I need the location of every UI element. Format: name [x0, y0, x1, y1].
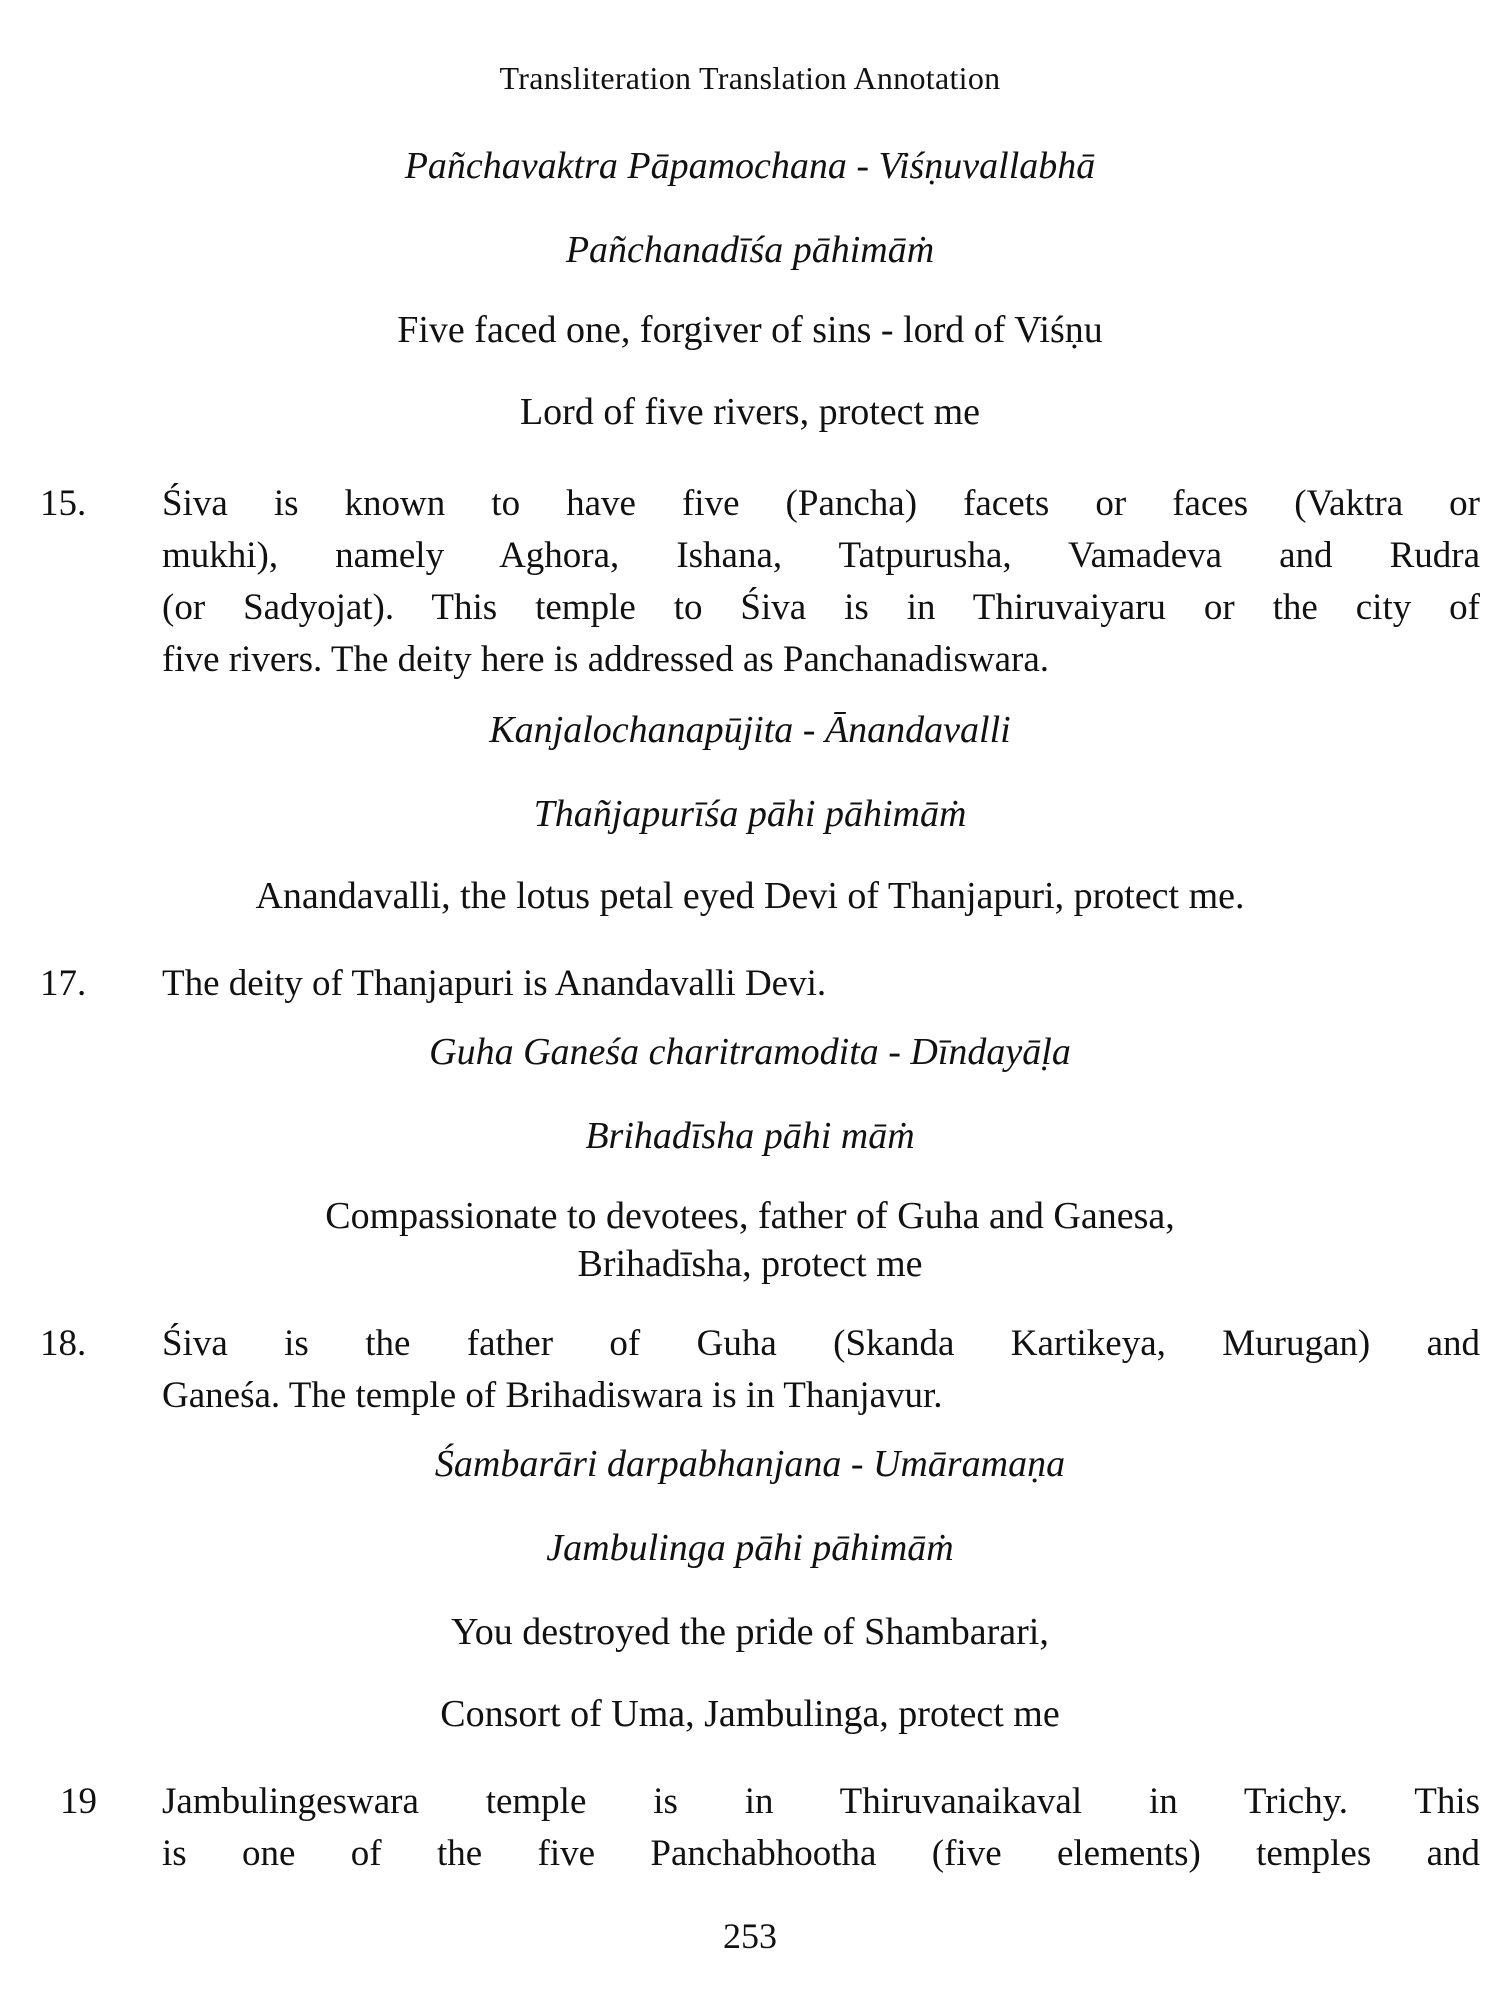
annotation-number: 18.: [40, 1323, 87, 1364]
verse-line: Thañjapurīśa pāhi pāhimāṁ: [533, 793, 967, 835]
annotation-15: [40, 478, 1480, 688]
verse-line: Kanjalochanapūjita - Ānandavalli: [489, 709, 1011, 751]
annotation-number: 15.: [40, 483, 87, 524]
verse-line: Śambarāri darpabhanjana - Umāramaṇa: [434, 1443, 1066, 1485]
verse-line: Pañchavaktra Pāpamochana - Viśṇuvallabhā: [404, 145, 1096, 187]
annotation-text: [162, 1776, 1480, 1880]
translation-line: Lord of five rivers, protect me: [519, 391, 981, 433]
annotation-line: The deity of Thanjapuri is Anandavalli Devi.: [162, 963, 827, 1004]
page-number: 253: [723, 1916, 777, 1956]
translation-line: Five faced one, forgiver of sins - lord of Viśṇu: [397, 309, 1103, 351]
translation-line: Anandavalli, the lotus petal eyed Devi of Thanjapuri, protect me.: [255, 875, 1245, 917]
translation-line: Compassionate to devotees, father of Guha and Ganesa,: [325, 1195, 1175, 1237]
verse-line: Brihadīsha pāhi māṁ: [585, 1115, 915, 1157]
annotation-text: [162, 1318, 1480, 1422]
translation-line: You destroyed the pride of Shambarari,: [451, 1611, 1049, 1653]
annotation-line: Śiva is the father of Guha (Skanda Kartikeya, Murugan) and: [162, 1323, 1480, 1364]
annotation-18: [40, 1318, 1480, 1422]
annotation-line: Śiva is known to have five (Pancha) facets or faces (Vaktra or: [162, 483, 1480, 524]
annotation-line: is one of the five Panchabhootha (five elements) temples and: [162, 1833, 1480, 1874]
verse-line: Pañchanadīśa pāhimāṁ: [565, 229, 935, 271]
annotation-number: 19: [60, 1781, 97, 1822]
running-header: Transliteration Translation Annotation: [499, 60, 1001, 96]
annotation-19: [40, 1776, 1480, 1880]
annotation-text: [162, 478, 1480, 686]
annotation-line: five rivers. The deity here is addressed as Panchanadiswara.: [162, 639, 1049, 680]
verse-line: Guha Ganeśa charitramodita - Dīndayāḷa: [429, 1031, 1071, 1073]
annotation-text: [162, 958, 1480, 1010]
translation-line: Brihadīsha, protect me: [577, 1243, 923, 1285]
annotation-17: [40, 958, 1480, 1010]
translation-line: Consort of Uma, Jambulinga, protect me: [440, 1693, 1060, 1735]
annotation-line: Ganeśa. The temple of Brihadiswara is in Thanjavur.: [162, 1375, 943, 1416]
annotation-line: mukhi), namely Aghora, Ishana, Tatpurusha, Vamadeva and Rudra: [162, 535, 1480, 576]
verse-line: Jambulinga pāhi pāhimāṁ: [546, 1527, 954, 1569]
annotation-number: 17.: [40, 963, 87, 1004]
annotation-line: Jambulingeswara temple is in Thiruvanaikaval in Trichy. This: [162, 1781, 1480, 1822]
annotation-line: (or Sadyojat). This temple to Śiva is in Thiruvaiyaru or the city of: [162, 587, 1480, 628]
